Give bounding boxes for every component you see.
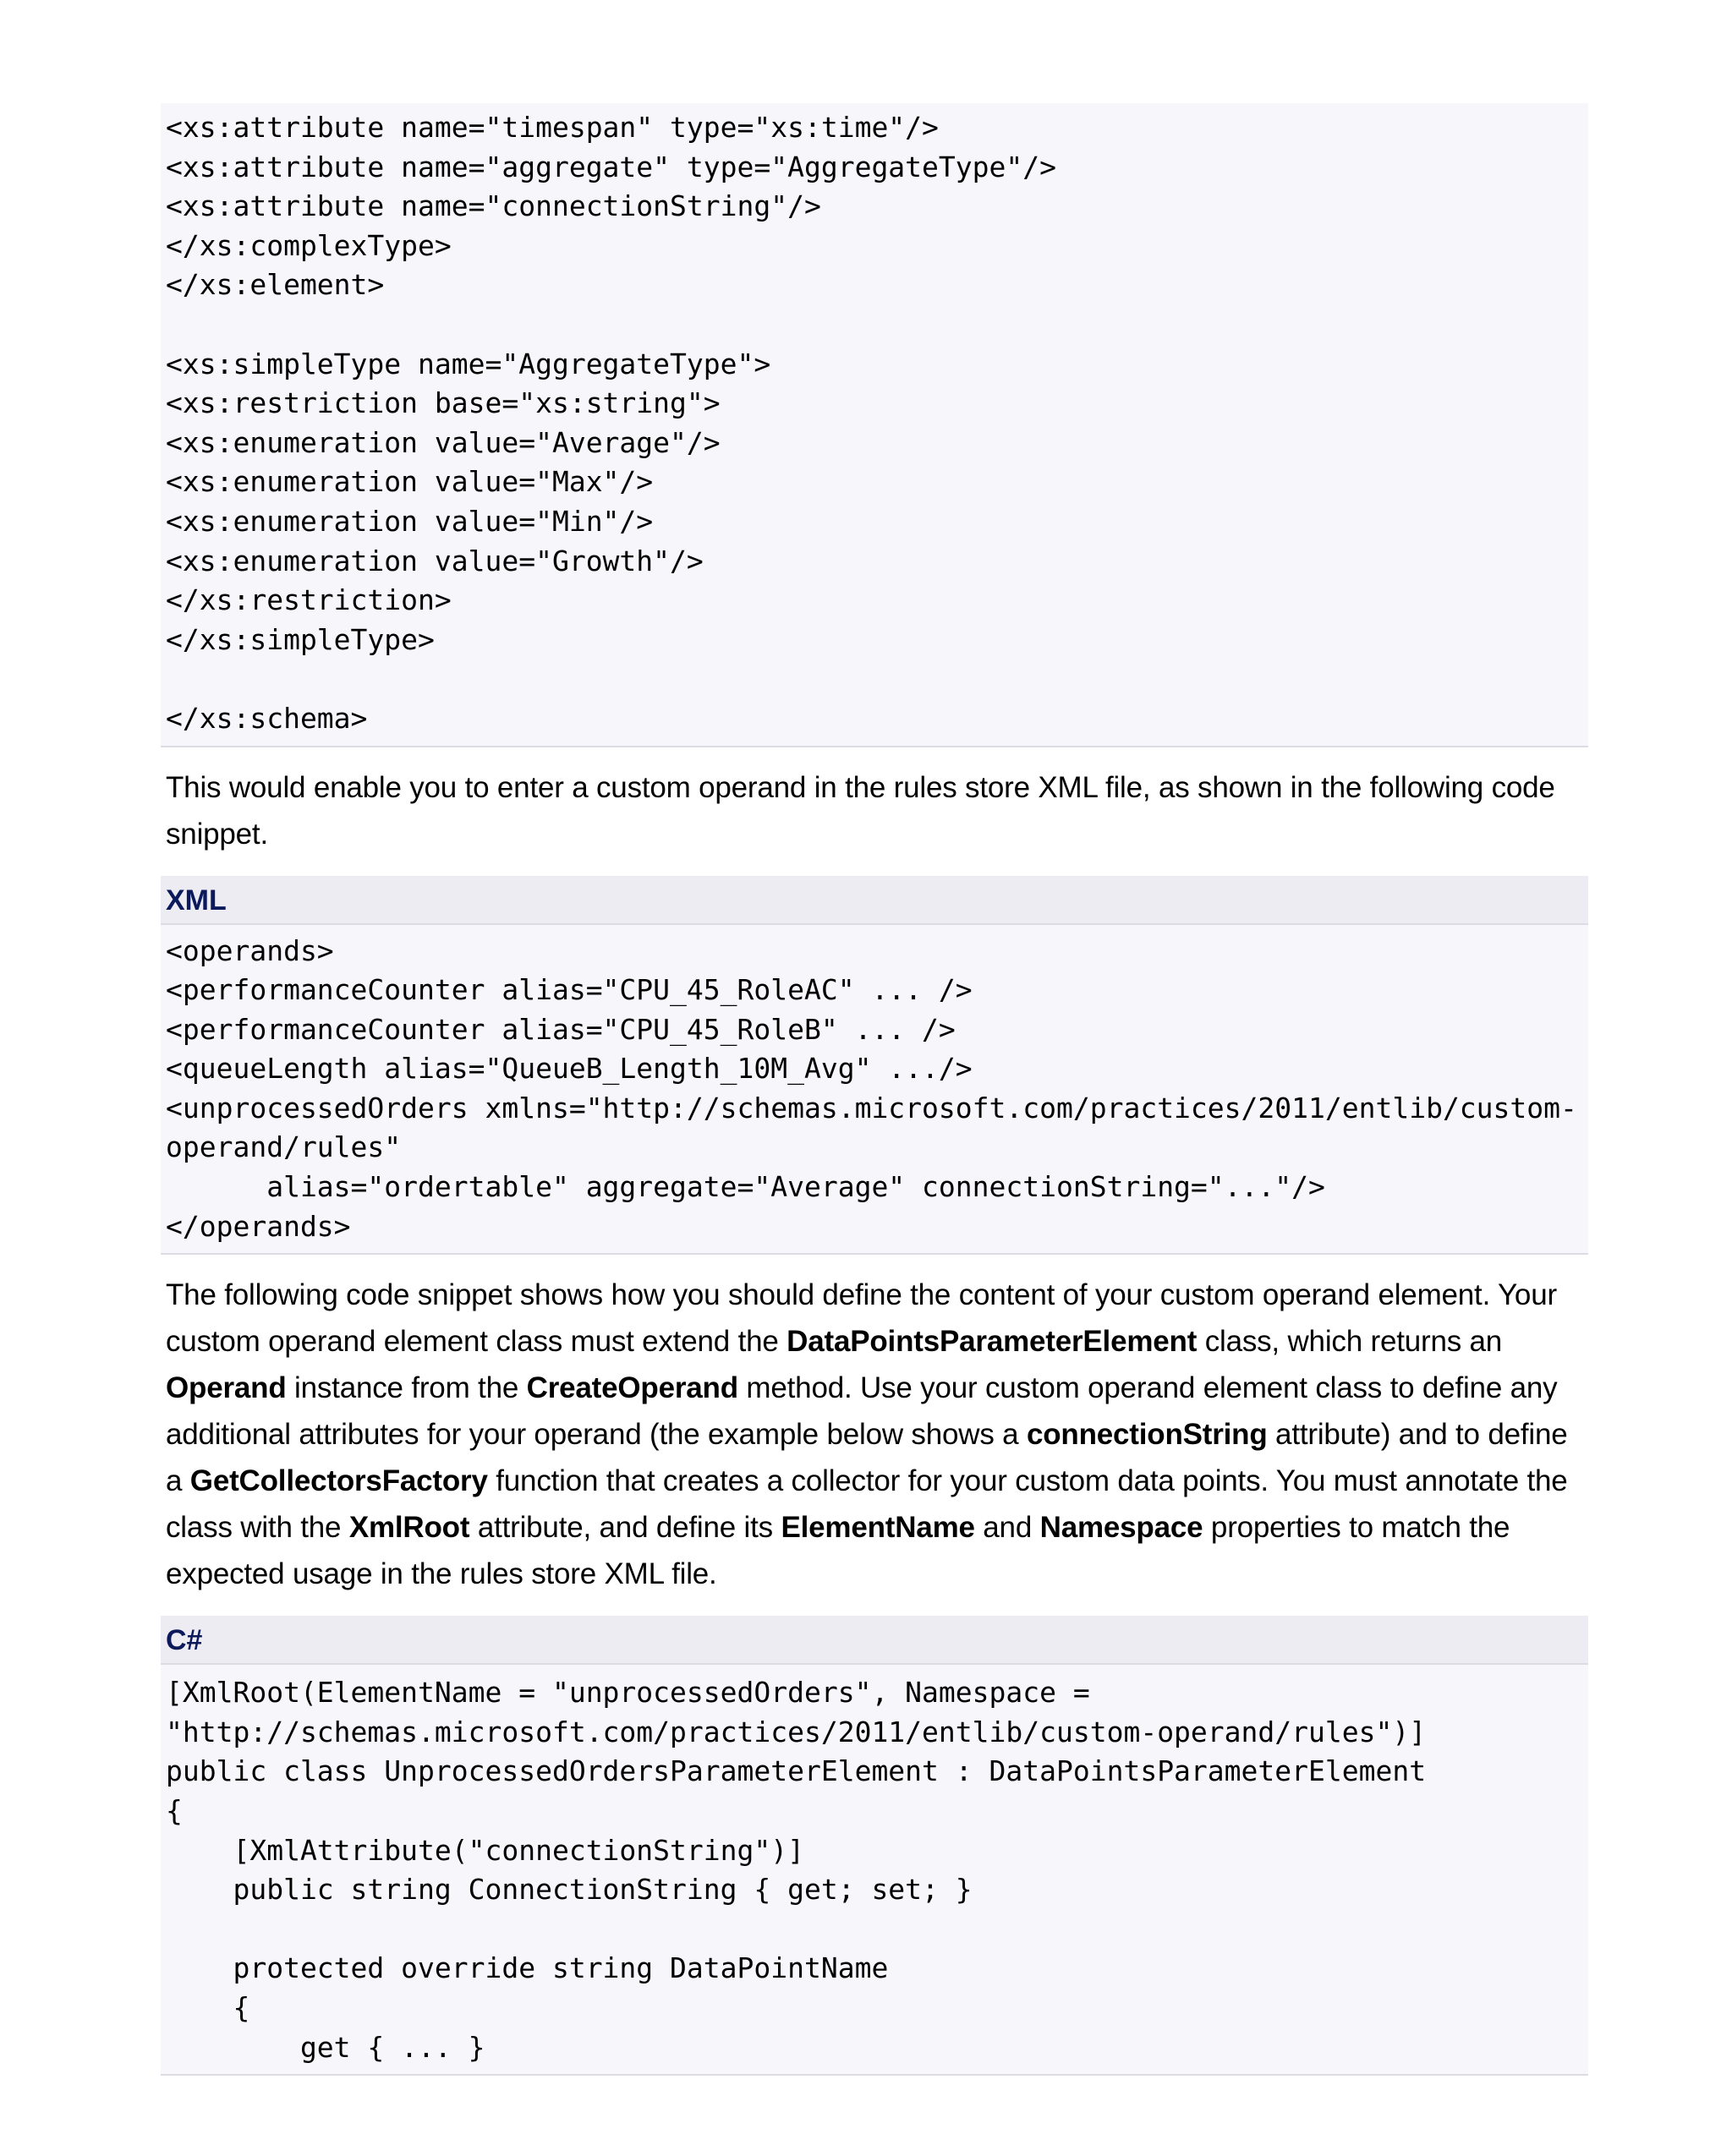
code-block-xml bbox=[161, 925, 1588, 1256]
code-line: <xs:enumeration value="Max"/> bbox=[166, 465, 654, 499]
code-line: <operands> bbox=[166, 933, 334, 967]
code-block-csharp bbox=[161, 1665, 1588, 2076]
bold-term: ElementName bbox=[781, 1511, 975, 1545]
code-line: get { ... } bbox=[166, 2030, 485, 2064]
paragraph-intro: This would enable you to enter a custom operand in the rules store XML file, as shown in the following code snippet. bbox=[166, 770, 1555, 851]
bold-term: Namespace bbox=[1039, 1511, 1203, 1545]
code-line: <xs:attribute name="aggregate" type="AggregateType"/> bbox=[166, 150, 1056, 183]
code-line: <performanceCounter alias="CPU_45_RoleB" ... /> bbox=[166, 1012, 956, 1046]
bold-term: Operand bbox=[166, 1371, 287, 1405]
bold-term: DataPointsParameterElement bbox=[787, 1325, 1198, 1359]
code-line: <performanceCounter alias="CPU_45_RoleAC" ... /> bbox=[166, 973, 973, 1007]
code-line: { bbox=[166, 1991, 250, 2024]
bold-term: XmlRoot bbox=[348, 1511, 470, 1545]
bold-term: GetCollectorsFactory bbox=[189, 1464, 488, 1498]
code-line: [XmlAttribute("connectionString")] bbox=[166, 1833, 804, 1867]
code-line: <xs:restriction base="xs:string"> bbox=[166, 386, 721, 420]
code-line: <xs:enumeration value="Min"/> bbox=[166, 504, 654, 538]
code-line: </xs:schema> bbox=[166, 701, 368, 735]
text-run: attribute, and define its bbox=[469, 1511, 781, 1545]
code-line: </operands> bbox=[166, 1209, 351, 1243]
text-run: method. Use your custom operand element class to define any additional attributes for your operand (the example below shows a bbox=[166, 1371, 1558, 1452]
code-line: </xs:restriction> bbox=[166, 583, 452, 617]
code-block-xsd bbox=[161, 103, 1588, 747]
code-line: <unprocessedOrders xmlns="http://schemas.microsoft.com/practices/2011/entlib/custom- bbox=[166, 1091, 1577, 1125]
code-line: <xs:simpleType name="AggregateType"> bbox=[166, 347, 771, 380]
bold-term: connectionString bbox=[1026, 1418, 1268, 1452]
code-line: [XmlRoot(ElementName = "unprocessedOrders", Namespace = bbox=[166, 1676, 1090, 1710]
code-line: public string ConnectionString { get; set; } bbox=[166, 1873, 973, 1907]
text-run: function that creates a collector for your custom data points. You must annotate the class with the bbox=[166, 1464, 1568, 1545]
code-line: <xs:enumeration value="Growth"/> bbox=[166, 544, 704, 577]
text-run: attribute) and to define a bbox=[166, 1418, 1568, 1498]
code-language-label-xml: XML bbox=[161, 876, 1588, 925]
code-language-label-csharp: C# bbox=[161, 1616, 1588, 1665]
text-run: instance from the bbox=[286, 1371, 527, 1405]
code-line bbox=[166, 659, 1583, 699]
code-line: <queueLength alias="QueueB_Length_10M_Avg" .../> bbox=[166, 1052, 973, 1086]
text-run: properties to match the expected usage in the rules store XML file. bbox=[166, 1511, 1510, 1591]
document-page bbox=[161, 103, 1588, 2076]
code-line: <xs:enumeration value="Average"/> bbox=[166, 425, 721, 459]
code-line: operand/rules" bbox=[166, 1130, 402, 1164]
code-line: "http://schemas.microsoft.com/practices/2011/entlib/custom-operand/rules")] bbox=[166, 1715, 1427, 1748]
code-line bbox=[166, 305, 1583, 345]
code-line: </xs:element> bbox=[166, 268, 385, 302]
text-run: and bbox=[974, 1511, 1040, 1545]
code-line: protected override string DataPointName bbox=[166, 1951, 889, 1985]
code-line: </xs:complexType> bbox=[166, 228, 452, 262]
text-run: class, which returns an bbox=[1197, 1325, 1503, 1359]
paragraph-operand-element bbox=[161, 1255, 1588, 1616]
code-line: </xs:simpleType> bbox=[166, 622, 435, 656]
code-line: alias="ordertable" aggregate="Average" connectionString="..."/> bbox=[166, 1170, 1325, 1204]
text-run: The following code snippet shows how you should define the content of your custom operand element. Your custom operand element class must extend the bbox=[166, 1278, 1557, 1359]
code-line: { bbox=[166, 1794, 183, 1828]
code-line bbox=[166, 1910, 1583, 1950]
code-line: <xs:attribute name="connectionString"/> bbox=[166, 189, 821, 223]
bold-term: CreateOperand bbox=[526, 1371, 738, 1405]
code-line: <xs:attribute name="timespan" type="xs:time"/> bbox=[166, 111, 939, 144]
code-line: public class UnprocessedOrdersParameterElement : DataPointsParameterElement bbox=[166, 1754, 1427, 1788]
